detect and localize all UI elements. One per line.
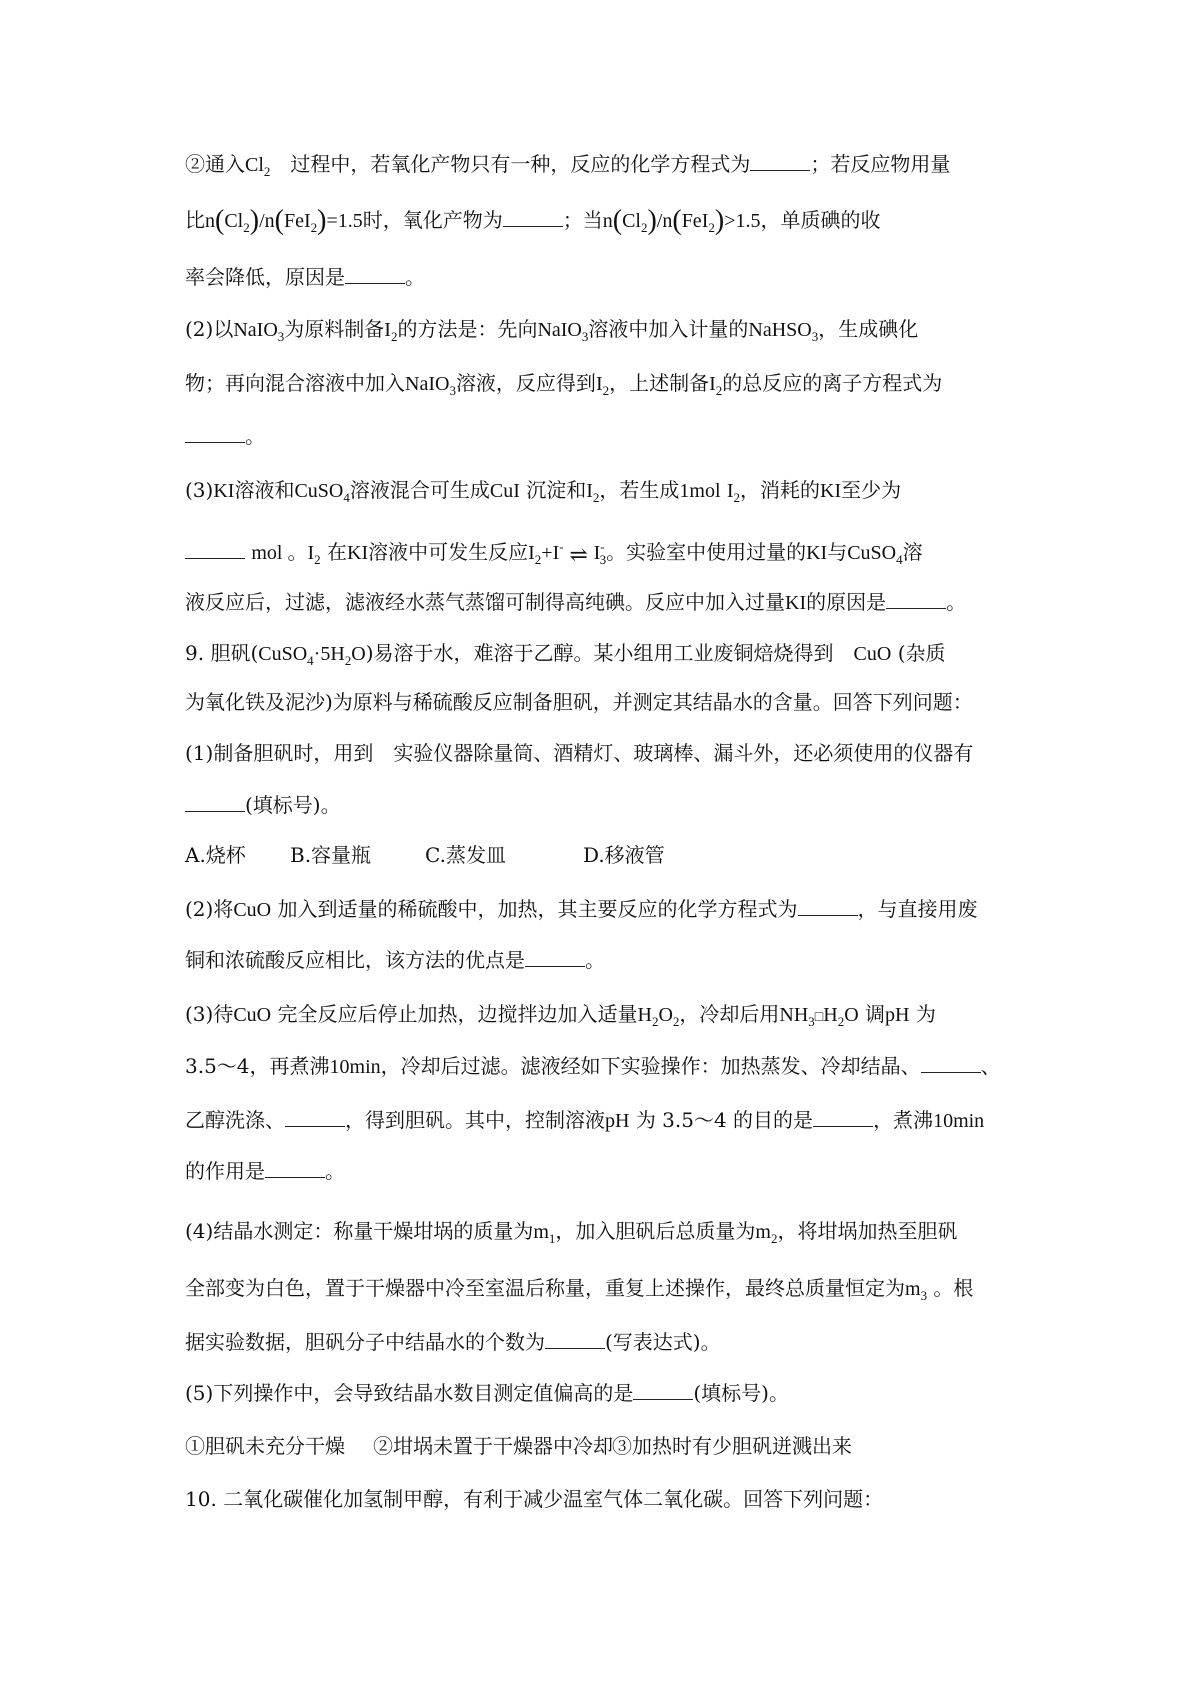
text: 为原料制备 [284,317,385,341]
formula: CuSO [258,643,308,665]
formula: O [658,1004,673,1026]
formula: CuO [853,643,892,665]
answer-blank[interactable] [886,586,946,609]
text: 。 [946,590,967,614]
formula: CuO [233,899,272,921]
answer-blank[interactable] [503,204,563,227]
text: ，单质碘的收 [760,208,881,232]
subscript: 2 [837,1014,845,1029]
text-line [185,1273,1050,1311]
option-2[interactable]: ②坩埚未置于干燥器中冷却 [373,1434,613,1458]
formula: H [637,1004,652,1026]
subscript: 2 [770,1231,778,1246]
formula: CuO [233,1004,272,1026]
answer-blank[interactable] [285,1104,345,1127]
option-b[interactable]: B.容量瓶 [290,843,372,867]
text: (4)结晶水测定：称量干燥坩埚的质量为 [185,1219,534,1243]
text: ；当 [562,208,603,232]
answer-blank[interactable] [813,1104,873,1127]
text-line [185,1326,1050,1357]
text: ，与直接用废 [857,897,978,921]
text: (写表达式)。 [605,1330,721,1354]
formula: n [602,210,613,232]
text-line [185,944,1050,975]
text: ，生成碘化 [818,317,919,341]
text: 溶液中可发生反应 [368,540,529,564]
formula: I [595,373,603,395]
formula: m [533,1221,549,1243]
text: (3)待 [185,1002,234,1026]
text: 液反应后，过滤，滤液经水蒸气蒸馏可制得高纯碘。反应中加入过量 [185,590,785,614]
question-9-stem [185,638,1050,676]
formula: FeI [283,210,311,232]
paren: ( [274,205,284,236]
formula: Cl [245,154,264,176]
text: 。 [245,424,265,448]
subscript: 2 [314,552,321,567]
text: ，将坩埚加热至胆矾 [777,1219,958,1243]
missing-glyph-icon: □ [814,1010,824,1025]
text: 为 3.5～4 的目的是 [635,1108,814,1132]
formula: NaIO [405,373,450,395]
text: 比 [185,208,205,232]
text: 的原因是 [806,590,887,614]
subscript: 2 [390,329,398,344]
text: )易溶于水，难溶于乙醇。某小组用工业废铜焙烧得到 [365,641,834,665]
text-line [185,475,1050,513]
subscript: 2 [534,552,542,567]
formula: KI [820,480,842,502]
text: ，煮沸 [873,1108,934,1132]
subscript: 1 [548,1231,556,1246]
formula: =1.5 [326,210,363,232]
formula: m [905,1278,921,1300]
formula: n [264,210,275,232]
option-d[interactable]: D.移液管 [583,843,665,867]
subscript: 2 [672,1014,680,1029]
text-line [185,368,1050,406]
subscript: 2 [651,1014,659,1029]
text: (2)将 [185,897,234,921]
text: ，冷却后用 [679,1002,780,1026]
option-c[interactable]: C.蒸发皿 [425,843,506,867]
text: 。 [405,265,425,289]
text: 完全反应后停止加热，边搅拌边加入适量 [277,1002,638,1026]
formula: NaIO [233,319,278,341]
subscript: 2 [602,383,610,398]
subscript: 4 [307,653,314,668]
formula: FeI [681,210,709,232]
formula: KI [785,592,807,614]
paren: ( [215,205,225,236]
answer-blank[interactable] [345,261,405,284]
formula: pH [605,1110,630,1132]
text: 过程中，若氧化产物只有一种，反应的化学方程式为 [290,152,751,176]
text: ，上述制备 [609,371,710,395]
text: ，若生成 [599,478,680,502]
formula: NH [779,1004,809,1026]
text-line [185,893,1050,925]
paren: ) [249,205,260,236]
text: 溶液混合可生成 [349,478,490,502]
text: 与 [827,540,848,564]
formula: / [656,210,663,232]
subscript: 4 [343,490,350,505]
formula: n [662,210,673,232]
formula: I [384,319,391,341]
paren: ) [317,205,327,236]
text-line: 为氧化铁及泥沙)为原料与稀硫酸反应制备胆矾，并测定其结晶水的含量。回答下列问题： [185,690,973,714]
formula: KI [213,480,235,502]
text: 溶液中加入计量的 [588,317,749,341]
text: 铜和浓硫酸反应相比，该方法的优点是 [185,948,525,972]
subscript: 3 [581,329,589,344]
text: (杂质 [897,641,946,665]
paren: ( [672,205,682,236]
text: 沉淀和 [526,478,587,502]
option-1[interactable]: ①胆矾未充分干燥 [185,1434,345,1458]
formula: n [205,210,215,232]
formula: Cl [224,210,244,232]
text-line [185,999,1050,1037]
answer-blank[interactable] [798,893,858,916]
text: ，得到胆矾。其中，控制溶液 [345,1108,605,1132]
subscript: 2 [640,220,648,235]
formula: KI [806,542,828,564]
formula: I [552,542,560,564]
subscript: 2 [310,220,318,235]
text: (2)以 [185,317,234,341]
formula: NaIO [537,319,582,341]
text-line [185,532,1050,575]
text: 的方法是：先向 [397,317,538,341]
text: ，加入胆矾后总质量为 [555,1219,756,1243]
text: 全部变为白色，置于干燥器中冷至室温后称量，重复上述操作，最终总质量恒定为 [185,1276,905,1300]
formula: CuI [489,480,520,502]
answer-blank[interactable] [185,789,245,812]
formula: I [709,373,716,395]
text-line [185,586,1050,618]
text: 。实验室中使用过量的 [606,540,807,564]
formula: O [844,1004,859,1026]
formula: >1.5 [724,210,761,232]
answer-blank[interactable] [750,148,810,171]
text: 为 [915,1002,936,1026]
text: 、 [980,1054,1001,1078]
text-line [185,314,1050,352]
formula: 10min [329,1056,381,1078]
subscript: 3 [808,1014,815,1029]
answer-blank[interactable] [185,420,245,443]
text: 溶液，反应得到 [455,371,596,395]
formula: I [726,480,734,502]
paren: ) [714,205,725,236]
text-line [185,1050,1050,1082]
text: 物；再向混合溶液中加入 [185,371,405,395]
answer-blank[interactable] [185,536,245,559]
answer-blank[interactable] [633,1377,693,1400]
formula: / [259,210,265,232]
answer-blank[interactable] [545,1326,605,1349]
answer-blank[interactable] [265,1155,325,1178]
text: ，冷却后过滤。滤液经如下实验操作：加热蒸发、冷却结晶、 [380,1054,921,1078]
formula: 1mol [679,480,721,502]
text-line: (1)制备胆矾时，用到 实验仪器除量筒、酒精灯、玻璃棒、漏斗外，还必须使用的仪器有 [185,741,974,765]
formula: I [528,542,535,564]
formula: Cl [622,210,641,232]
text-line [185,261,1050,292]
text: mol 。 [251,542,308,564]
formula: I [307,542,315,564]
text: (填标号)。 [693,1381,789,1405]
text: 的作用是 [185,1159,265,1183]
subscript: 2 [733,490,741,505]
formula: I [593,542,601,564]
equilibrium-arrow-icon: ⇌ [569,543,588,568]
subscript: 2 [344,653,352,668]
text: 至少为 [841,478,902,502]
text: 在 [327,540,348,564]
text: 调 [865,1002,886,1026]
text: (3) [185,478,214,502]
subscript: 2 [263,164,271,179]
formula: KI [347,542,369,564]
text: 的总反应的离子方程式为 [722,371,943,395]
text: 。 [325,1159,345,1183]
text: 溶 [902,540,923,564]
paren: ) [647,205,657,236]
text-line [185,1155,1050,1186]
text: ，消耗的 [740,478,821,502]
formula: H [823,1004,838,1026]
subscript: 2 [708,220,715,235]
subscript: 3 [599,552,607,567]
text: 3.5～4，再煮沸 [185,1054,330,1078]
superscript: - [600,539,605,554]
answer-blank[interactable] [525,944,585,967]
text-line [185,1377,1050,1408]
text-line [185,1216,1050,1254]
text: 9. 胆矾( [185,641,259,665]
question-10-stem: 10. 二氧化碳催化加氢制甲醇，有利于减少温室气体二氧化碳。回答下列问题： [185,1487,884,1511]
paren: ( [612,205,623,236]
text-line [185,1104,1050,1136]
text: 加入到适量的稀硫酸中，加热，其主要反应的化学方程式为 [277,897,798,921]
text-line [185,789,1050,820]
formula: pH [885,1004,910,1026]
formula: NaHSO [748,319,812,341]
text: 据实验数据，胆矾分子中结晶水的个数为 [185,1330,545,1354]
text: 乙醇洗涤、 [185,1108,285,1132]
formula: 10min [933,1110,985,1132]
formula: m [755,1221,771,1243]
option-3[interactable]: ③加热时有少胆矾迸溅出来 [612,1434,852,1458]
formula: I [586,480,593,502]
subscript: 3 [449,383,456,398]
text: 。根 [933,1276,974,1300]
text: 率会降低，原因是 [185,265,345,289]
formula: CuSO [294,480,344,502]
subscript: 2 [592,490,600,505]
subscript: 4 [896,552,903,567]
subscript: 3 [920,1288,928,1303]
subscript: 2 [715,383,723,398]
formula: O [351,643,366,665]
text: (5)下列操作中，会导致结晶水数目测定值偏高的是 [185,1381,634,1405]
text: (填标号)。 [245,793,341,817]
text: 溶液和 [234,478,295,502]
option-a[interactable]: A.烧杯 [185,843,246,867]
formula: + [541,542,553,564]
text-line [185,148,1050,187]
text: ②通入 [185,152,245,176]
formula: ·5H [313,643,345,665]
subscript: 3 [811,329,819,344]
text: ；若反应物用量 [810,152,951,176]
subscript: 3 [277,329,285,344]
subscript: 2 [243,220,250,235]
superscript: - [559,539,564,554]
formula: CuSO [847,542,897,564]
text-line [185,420,1050,451]
text: 。 [585,948,605,972]
text: 时，氧化产物为 [362,208,503,232]
answer-blank[interactable] [921,1050,981,1073]
text-line [185,204,1050,243]
